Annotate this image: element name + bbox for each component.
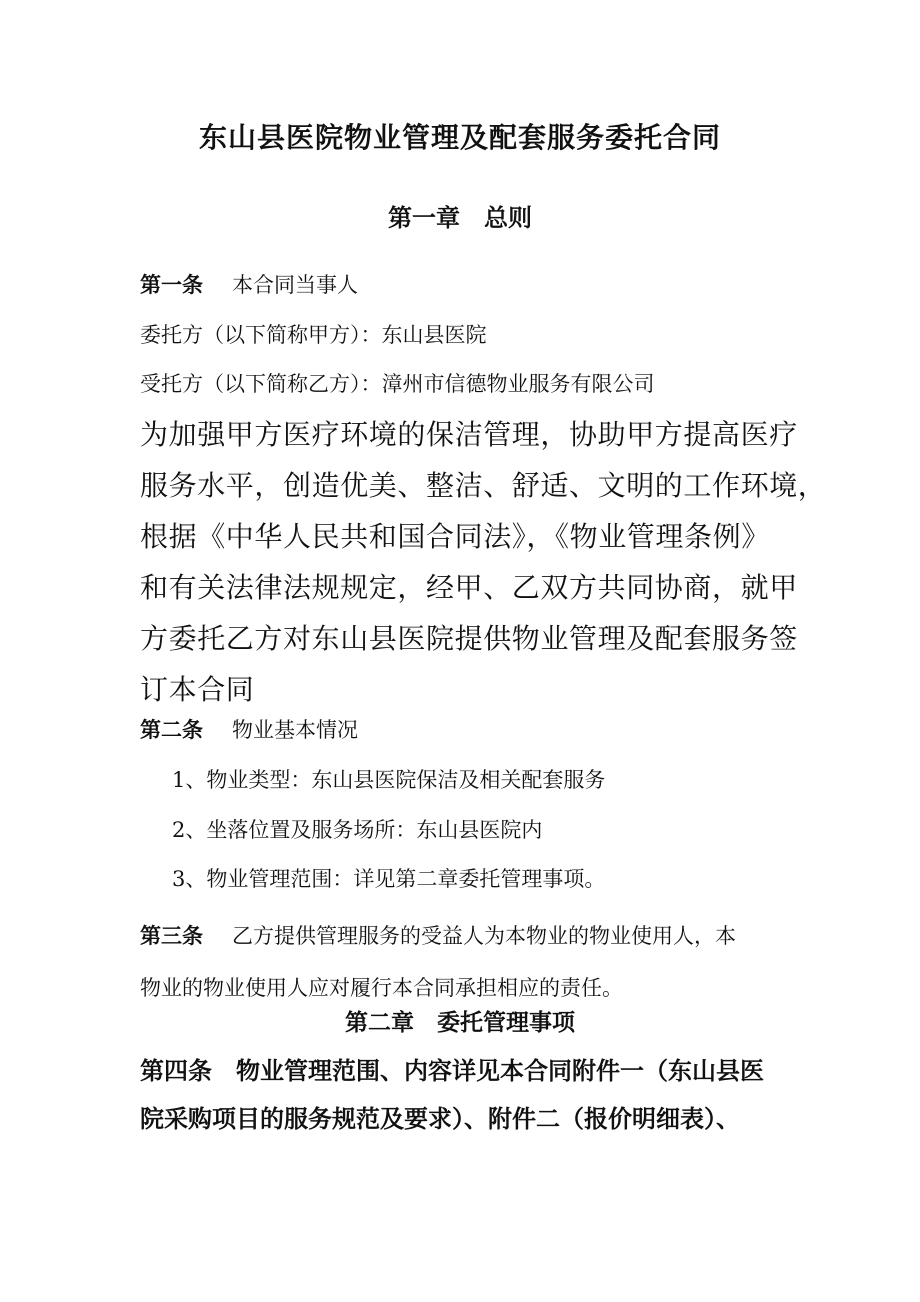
purpose-line: 为加强甲方医疗环境的保洁管理，协助甲方提高医疗 (140, 418, 798, 451)
party-a: 委托方（以下简称甲方）：东山县医院 (140, 323, 487, 347)
party-b: 受托方（以下简称乙方）：漳州市信德物业服务有限公司 (140, 372, 655, 396)
article-two-label: 第二条 (140, 717, 203, 742)
article-one (140, 270, 358, 300)
purpose-paragraph (140, 409, 827, 715)
article-four-line: 院采购项目的服务规范及要求）、附件二（报价明细表）、 (140, 1104, 740, 1133)
article-one-label: 第一条 (140, 272, 203, 297)
article-three-label: 第三条 (140, 923, 203, 948)
purpose-line: 服务水平，创造优美、整洁、舒适、文明的工作环境， (140, 469, 827, 502)
chapter-two-heading: 第二章 委托管理事项 (345, 1009, 575, 1036)
article-two-text: 物业基本情况 (232, 718, 358, 742)
article-three (140, 910, 785, 1014)
article-three-line: 物业的物业使用人应对履行本合同承担相应的责任。 (140, 976, 623, 1000)
article-two-item: 2、坐落位置及服务场所：东山县医院内 (172, 818, 543, 842)
article-one-text: 本合同当事人 (232, 273, 358, 297)
purpose-line: 订本合同 (140, 673, 255, 706)
article-four (140, 1047, 790, 1143)
article-four-line: 第四条 物业管理范围、内容详见本合同附件一（东山县医 (140, 1056, 764, 1085)
article-three-line: 乙方提供管理服务的受益人为本物业的物业使用人，本 (232, 924, 736, 948)
purpose-line: 和有关法律法规规定，经甲、乙双方共同协商，就甲 (140, 571, 798, 604)
chapter-one-heading: 第一章 总则 (388, 203, 532, 232)
purpose-line: 方委托乙方对东山县医院提供物业管理及配套服务签 (140, 622, 798, 655)
contract-title: 东山县医院物业管理及配套服务委托合同 (198, 121, 721, 154)
article-two (140, 715, 358, 745)
purpose-line: 根据《中华人民共和国合同法》，《物业管理条例》 (140, 520, 770, 553)
article-two-item: 1、物业类型：东山县医院保洁及相关配套服务 (172, 768, 606, 792)
article-two-item: 3、物业管理范围：详见第二章委托管理事项。 (172, 867, 606, 891)
